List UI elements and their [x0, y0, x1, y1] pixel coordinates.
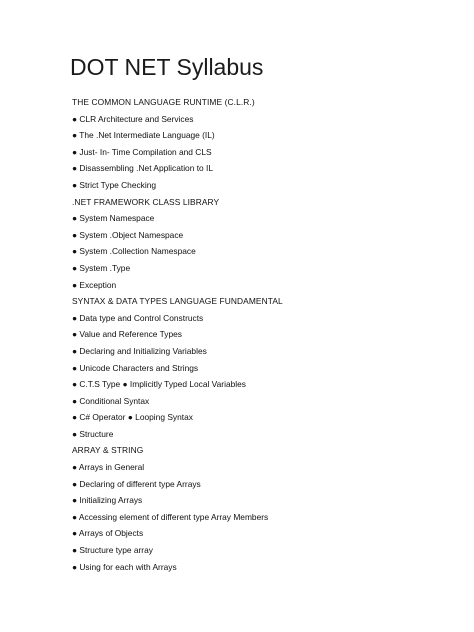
list-item: ● Unicode Characters and Strings [72, 362, 199, 373]
list-item: ● Declaring of different type Arrays [72, 478, 201, 489]
section-heading: THE COMMON LANGUAGE RUNTIME (C.L.R.) [72, 97, 255, 107]
list-item: ● System .Object Namespace [72, 229, 184, 240]
list-item: ● System .Type [72, 262, 131, 273]
list-item: ● Structure type array [72, 545, 153, 556]
page-title: DOT NET Syllabus [70, 54, 264, 80]
list-item: ● Just- In- Time Compilation and CLS [72, 146, 212, 157]
list-item: ● Accessing element of different type Array Members [72, 511, 269, 522]
section-heading: ARRAY & STRING [72, 445, 144, 456]
list-item: ● C.T.S Type ● Implicitly Typed Local Variables [72, 379, 246, 390]
list-item: ● Declaring and Initializing Variables [72, 345, 207, 356]
list-item: ● Arrays in General [72, 462, 145, 473]
list-item: ● System .Collection Namespace [72, 246, 196, 257]
list-item: ● Exception [72, 279, 117, 290]
list-item: ● Strict Type Checking [72, 179, 157, 190]
list-item: ● Initializing Arrays [72, 495, 143, 506]
list-item: ● CLR Architecture and Services [72, 113, 194, 124]
list-item: ● Using for each with Arrays [72, 561, 177, 572]
section-heading: .NET FRAMEWORK CLASS LIBRARY [72, 196, 220, 207]
list-item: ● C# Operator ● Looping Syntax [72, 412, 193, 423]
list-item: ● Disassembling .Net Application to IL [72, 163, 213, 174]
list-item: ● System Namespace [72, 213, 155, 224]
section-heading: SYNTAX & DATA TYPES LANGUAGE FUNDAMENTAL [72, 296, 283, 307]
list-item: ● Structure [72, 428, 114, 439]
list-item: ● Conditional Syntax [72, 395, 150, 406]
list-item: ● Value and Reference Types [72, 329, 182, 340]
syllabus-list [72, 94, 452, 575]
list-item: ● Data type and Control Constructs [72, 312, 204, 323]
list-item: ● Arrays of Objects [72, 528, 144, 539]
list-item: ● The .Net Intermediate Language (IL) [72, 130, 215, 141]
